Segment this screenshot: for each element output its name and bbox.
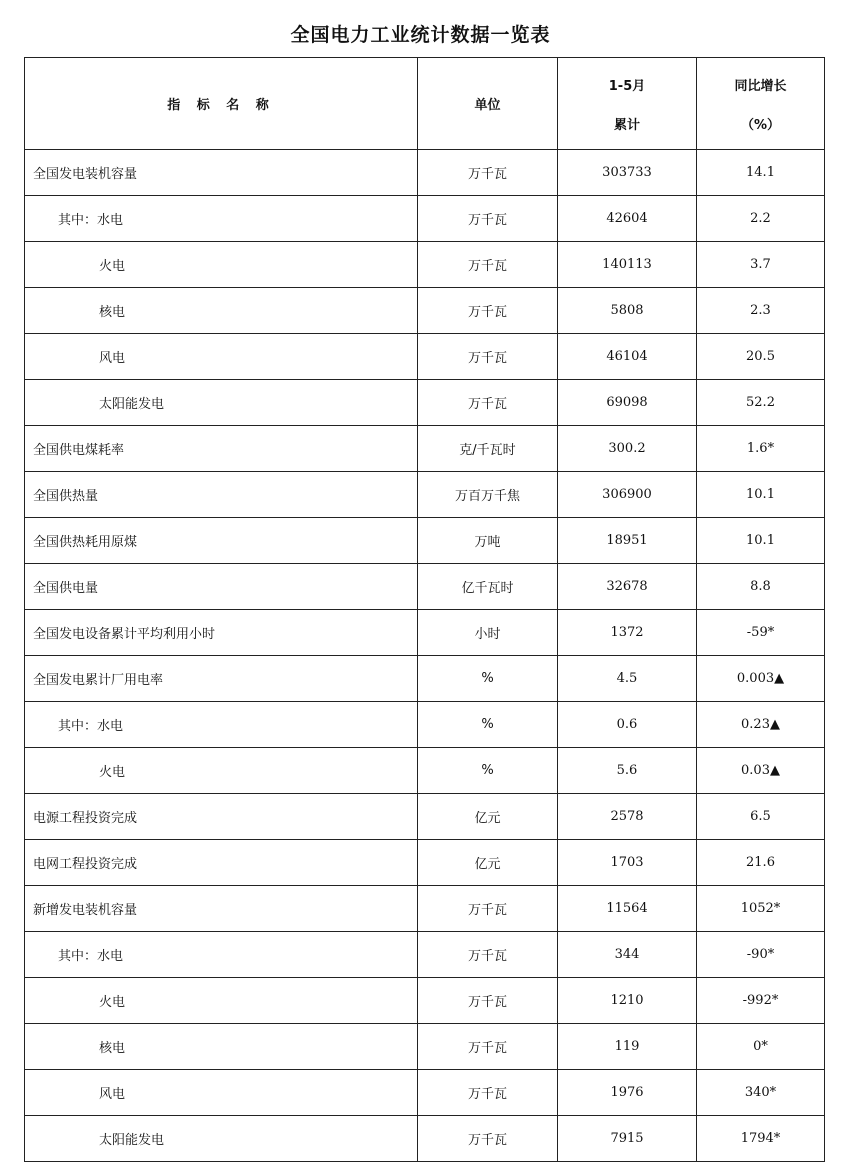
yoy-growth-cell: 340*: [697, 1070, 825, 1116]
indicator-name-cell: 火电: [25, 748, 418, 794]
yoy-growth-cell: 8.8: [697, 564, 825, 610]
indicator-name-cell: 其中：水电: [25, 702, 418, 748]
cumulative-value-cell: 119: [558, 1024, 697, 1070]
table-row: [25, 702, 825, 748]
cumulative-value-cell: 306900: [558, 472, 697, 518]
indicator-name-cell: 其中：水电: [25, 932, 418, 978]
cumulative-value-cell: 300.2: [558, 426, 697, 472]
page-title: 全国电力工业统计数据一览表: [290, 24, 551, 46]
indicator-name-cell: 核电: [25, 1024, 418, 1070]
table-row: [25, 242, 825, 288]
yoy-growth-cell: 2.3: [697, 288, 825, 334]
table-row: [25, 610, 825, 656]
yoy-growth-cell: 1052*: [697, 886, 825, 932]
yoy-growth-cell: 14.1: [697, 150, 825, 196]
yoy-growth-cell: 20.5: [697, 334, 825, 380]
header-growth: [697, 58, 825, 150]
yoy-growth-cell: 6.5: [697, 794, 825, 840]
table-row: [25, 748, 825, 794]
cumulative-value-cell: 18951: [558, 518, 697, 564]
header-indicator-name: [25, 58, 418, 150]
cumulative-value-cell: 1372: [558, 610, 697, 656]
unit-cell: %: [418, 702, 558, 748]
cumulative-value-cell: 344: [558, 932, 697, 978]
unit-cell: 万千瓦: [418, 150, 558, 196]
cumulative-value-cell: 32678: [558, 564, 697, 610]
table-row: [25, 840, 825, 886]
yoy-growth-cell: -90*: [697, 932, 825, 978]
cumulative-value-cell: 1210: [558, 978, 697, 1024]
table-row: [25, 150, 825, 196]
header-growth-line1: 同比增长: [734, 78, 787, 94]
yoy-growth-cell: 10.1: [697, 472, 825, 518]
cumulative-value-cell: 1703: [558, 840, 697, 886]
header-unit: 单位: [418, 58, 558, 150]
header-period-line1: 1-5月: [608, 78, 646, 94]
yoy-growth-cell: -992*: [697, 978, 825, 1024]
indicator-name-cell: 火电: [25, 978, 418, 1024]
yoy-growth-cell: 0.03▲: [697, 748, 825, 794]
indicator-name-cell: 电网工程投资完成: [25, 840, 418, 886]
cumulative-value-cell: 4.5: [558, 656, 697, 702]
unit-cell: 万吨: [418, 518, 558, 564]
indicator-name-cell: 太阳能发电: [25, 380, 418, 426]
unit-cell: 万千瓦: [418, 288, 558, 334]
yoy-growth-cell: 1.6*: [697, 426, 825, 472]
table-row: [25, 1116, 825, 1162]
table-row: [25, 886, 825, 932]
indicator-name-cell: 全国供电煤耗率: [25, 426, 418, 472]
unit-cell: 小时: [418, 610, 558, 656]
indicator-name-cell: 全国发电累计厂用电率: [25, 656, 418, 702]
unit-cell: 亿元: [418, 794, 558, 840]
indicator-name-cell: 火电: [25, 242, 418, 288]
header-period: [558, 58, 697, 150]
yoy-growth-cell: 0.23▲: [697, 702, 825, 748]
yoy-growth-cell: 21.6: [697, 840, 825, 886]
unit-cell: 克/千瓦时: [418, 426, 558, 472]
cumulative-value-cell: 69098: [558, 380, 697, 426]
yoy-growth-cell: 52.2: [697, 380, 825, 426]
unit-cell: 万千瓦: [418, 380, 558, 426]
table-header-row: [25, 58, 825, 150]
unit-cell: 万千瓦: [418, 1070, 558, 1116]
table-row: [25, 334, 825, 380]
unit-cell: 万千瓦: [418, 932, 558, 978]
indicator-name-cell: 新增发电装机容量: [25, 886, 418, 932]
table-row: [25, 1024, 825, 1070]
statistics-table: [24, 57, 825, 1162]
table-row: [25, 978, 825, 1024]
cumulative-value-cell: 303733: [558, 150, 697, 196]
indicator-name-cell: 风电: [25, 334, 418, 380]
cumulative-value-cell: 0.6: [558, 702, 697, 748]
table-row: [25, 196, 825, 242]
yoy-growth-cell: 0.003▲: [697, 656, 825, 702]
header-indicator-name-label: 指 标 名 称: [167, 98, 275, 113]
indicator-name-cell: 太阳能发电: [25, 1116, 418, 1162]
indicator-name-cell: 全国发电设备累计平均利用小时: [25, 610, 418, 656]
yoy-growth-cell: 2.2: [697, 196, 825, 242]
table-row: [25, 380, 825, 426]
yoy-growth-cell: 10.1: [697, 518, 825, 564]
cumulative-value-cell: 5808: [558, 288, 697, 334]
table-row: [25, 794, 825, 840]
indicator-name-cell: 其中：水电: [25, 196, 418, 242]
table-row: [25, 932, 825, 978]
unit-cell: 万千瓦: [418, 242, 558, 288]
indicator-name-cell: 电源工程投资完成: [25, 794, 418, 840]
table-row: [25, 518, 825, 564]
unit-cell: %: [418, 748, 558, 794]
cumulative-value-cell: 140113: [558, 242, 697, 288]
indicator-name-cell: 全国发电装机容量: [25, 150, 418, 196]
header-growth-line2: （%）: [740, 117, 781, 133]
indicator-name-cell: 核电: [25, 288, 418, 334]
indicator-name-cell: 全国供电量: [25, 564, 418, 610]
table-row: [25, 288, 825, 334]
unit-cell: 亿元: [418, 840, 558, 886]
table-row: [25, 472, 825, 518]
unit-cell: 万千瓦: [418, 334, 558, 380]
unit-cell: 万千瓦: [418, 886, 558, 932]
cumulative-value-cell: 46104: [558, 334, 697, 380]
table-row: [25, 564, 825, 610]
unit-cell: 万千瓦: [418, 1024, 558, 1070]
table-row: [25, 1070, 825, 1116]
cumulative-value-cell: 2578: [558, 794, 697, 840]
yoy-growth-cell: 0*: [697, 1024, 825, 1070]
table-row: [25, 426, 825, 472]
indicator-name-cell: 全国供热耗用原煤: [25, 518, 418, 564]
table-row: [25, 656, 825, 702]
cumulative-value-cell: 1976: [558, 1070, 697, 1116]
cumulative-value-cell: 5.6: [558, 748, 697, 794]
cumulative-value-cell: 42604: [558, 196, 697, 242]
indicator-name-cell: 全国供热量: [25, 472, 418, 518]
cumulative-value-cell: 7915: [558, 1116, 697, 1162]
unit-cell: 万千瓦: [418, 1116, 558, 1162]
table-body: [25, 150, 825, 1162]
indicator-name-cell: 风电: [25, 1070, 418, 1116]
unit-cell: 万千瓦: [418, 978, 558, 1024]
yoy-growth-cell: 3.7: [697, 242, 825, 288]
header-period-line2: 累计: [613, 117, 640, 133]
yoy-growth-cell: -59*: [697, 610, 825, 656]
cumulative-value-cell: 11564: [558, 886, 697, 932]
yoy-growth-cell: 1794*: [697, 1116, 825, 1162]
unit-cell: 万千瓦: [418, 196, 558, 242]
unit-cell: 亿千瓦时: [418, 564, 558, 610]
unit-cell: %: [418, 656, 558, 702]
unit-cell: 万百万千焦: [418, 472, 558, 518]
